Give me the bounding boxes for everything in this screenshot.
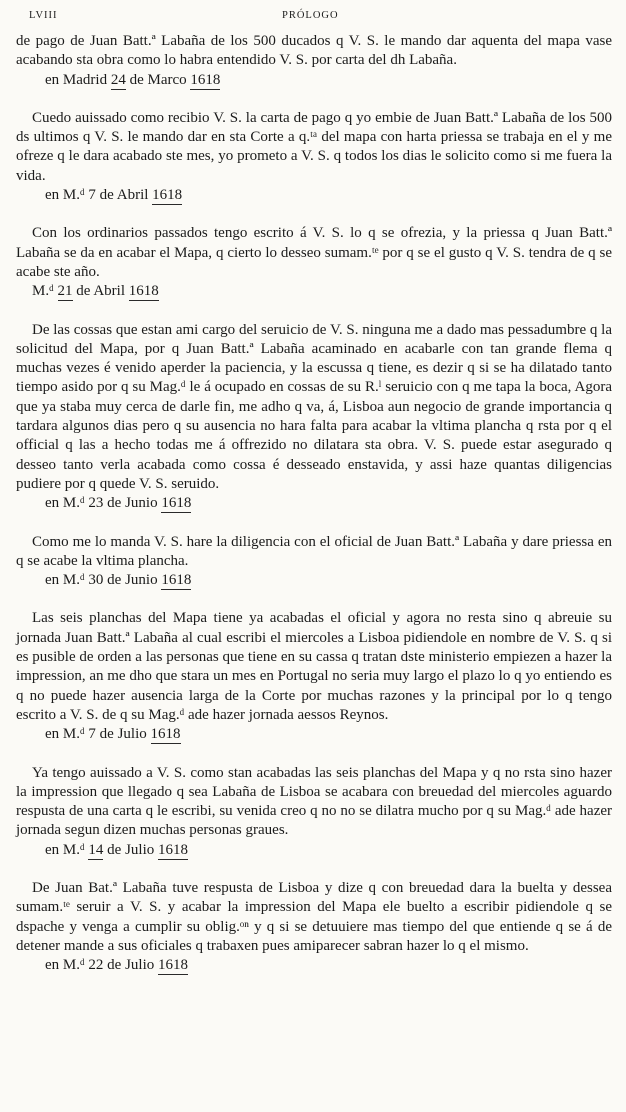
date-prefix: en M.ᵈ bbox=[45, 841, 89, 858]
date-year: 1618 bbox=[161, 495, 192, 512]
section-title: PRÓLOGO bbox=[282, 10, 339, 21]
date-mid: de Julio bbox=[103, 841, 159, 858]
letter-4 bbox=[16, 321, 612, 514]
page bbox=[16, 6, 612, 975]
date-prefix: en M.ᵈ 7 de Julio bbox=[45, 726, 151, 743]
letter-dateline bbox=[16, 494, 612, 513]
date-year: 1618 bbox=[158, 841, 189, 858]
date-day: 24 bbox=[110, 71, 126, 88]
letter-2 bbox=[16, 109, 612, 205]
date-prefix: en Madrid bbox=[45, 71, 111, 88]
letter-body: De Juan Bat.ª Labaña tuve respusta de Lisboa y dize q con breuedad dara la buelta y dessea sumam.ᵗᵉ seruir a V. S. y acabar la impression del Mapa ele buelto a escribir pidiendole q se dspache y venga a cumplir su oblig.ᵒⁿ y q si se detuuiere mas tiempo del que entiende q se á de detener mande a sus oficiales q trabaxen pues amiparecer sabran hazer lo q el mismo. bbox=[16, 879, 612, 954]
letter-body: De las cossas que estan ami cargo del seruicio de V. S. ninguna me a dado mas pessadumbre q la solicitud del Mapa, por q Juan Batt.ª Labaña acaminado en acabarle con tan grande flema q muchas vezes é venido aperder la paciencia, y la escussa q tiene, es dezir q si se ha dilatado tanto tiempo asido por q su Mag.ᵈ le á ocupado en cossas de su R.ˡ seruicio con q me tapa la boca, Agora que ya staba muy cerca de darle fin, me adho q va, á, Lisboa aun negocio de grande importancia q tardara algunos dias pero q su ausencia no hara falta para acabar la vltima plancha q rsta por q el official q las a hecho todas me á offrezido no dilatara sta obra. V. S. puede estar asegurado q desseo tanto verla acabada como cossa é desseado enstavida, y assi haze quantas diligencias pudiere por q quede V. S. seruido. bbox=[16, 321, 612, 492]
letter-dateline bbox=[16, 186, 612, 205]
letter-dateline bbox=[16, 725, 612, 744]
date-year: 1618 bbox=[161, 572, 192, 589]
date-year: 1618 bbox=[158, 957, 188, 974]
date-prefix: en M.ᵈ 30 de Junio bbox=[45, 572, 162, 589]
date-day: 21 bbox=[57, 283, 73, 300]
date-year: 1618 bbox=[128, 283, 159, 300]
date-mid: de Abril bbox=[72, 283, 129, 300]
date-year: 1618 bbox=[152, 187, 183, 204]
date-day: 14 bbox=[88, 841, 104, 858]
date-year: 1618 bbox=[190, 71, 221, 88]
letter-body: Como me lo manda V. S. hare la diligencia con el oficial de Juan Batt.ª Labaña y dare priessa en q se acabe la vltima plancha. bbox=[16, 533, 612, 569]
letter-7 bbox=[16, 764, 612, 860]
date-prefix: M.ᵈ bbox=[32, 283, 58, 300]
letter-body: de pago de Juan Batt.ª Labaña de los 500 ducados q V. S. le mando dar aquenta del mapa vase acabando sta obra como lo habra entendido V. S. por carta del dh Labaña. bbox=[16, 33, 612, 69]
letter-1 bbox=[16, 32, 612, 90]
letter-body: Las seis planchas del Mapa tiene ya acabadas el oficial y agora no resta sino q abreuie su jornada Juan Batt.ª Labaña al cual escribi el miercoles a Lisboa pidiendole en nombre de V. S. q si es pusible de orden a las personas que tiene en su cassa q tratan dste ministerio empiezen a hazer la impression, an me dho que stara un mes en Portugal no seria muy largo el plazo lo q yo entiendo es q no puede hazer ausencia larga de la Corte por muchas razones y la principal por lo q tengo escrito a V. S. de q su Mag.ᵈ ade hazer jornada aessos Reynos. bbox=[16, 610, 612, 723]
letter-5 bbox=[16, 533, 612, 591]
letter-3 bbox=[16, 224, 612, 301]
date-prefix: en M.ᵈ 7 de Abril bbox=[45, 187, 153, 204]
letter-body: Cuedo auissado como recibio V. S. la carta de pago q yo embie de Juan Batt.ª Labaña de los 500 ds ultimos q V. S. le mando dar en sta Corte a q.ᵗᵃ del mapa con harta priessa se trabaja en el y me ofreze q le dara acabado ste mes, yo prometo a V. S. q todos los dias le solicito como si me fuera la vida. bbox=[16, 109, 612, 184]
date-mid: de Marco bbox=[125, 71, 191, 88]
date-prefix: en M.ᵈ 23 de Junio bbox=[45, 495, 162, 512]
running-head bbox=[16, 6, 612, 32]
letter-8 bbox=[16, 879, 612, 975]
date-year: 1618 bbox=[150, 726, 181, 743]
letter-dateline bbox=[16, 282, 612, 301]
letter-dateline bbox=[16, 956, 612, 975]
date-prefix: en M.ᵈ 22 de Julio bbox=[45, 957, 158, 974]
letter-dateline bbox=[16, 571, 612, 590]
letter-dateline bbox=[16, 71, 612, 90]
letter-6 bbox=[16, 609, 612, 744]
page-number: LVIII bbox=[29, 10, 58, 21]
letter-body: Ya tengo auissado a V. S. como stan acabadas las seis planchas del Mapa y q no rsta sino hazer la impression que llegado q sea Labaña de Lisboa se acabara con breuedad del miercoles aguardo respusta de una carta q le escribi, su venida creo q no no se dilatra mucho por q su Mag.ᵈ ade hazer jornada segun dizen muchas personas graues. bbox=[16, 764, 612, 839]
letter-body: Con los ordinarios passados tengo escrito á V. S. lo q se ofrezia, y la priessa q Juan Batt.ª Labaña se da en acabar el Mapa, q cierto lo desseo sumam.ᵗᵉ por q se el gusto q V. S. tendra de q se acabe ste año. bbox=[16, 225, 612, 280]
letter-dateline bbox=[16, 841, 612, 860]
